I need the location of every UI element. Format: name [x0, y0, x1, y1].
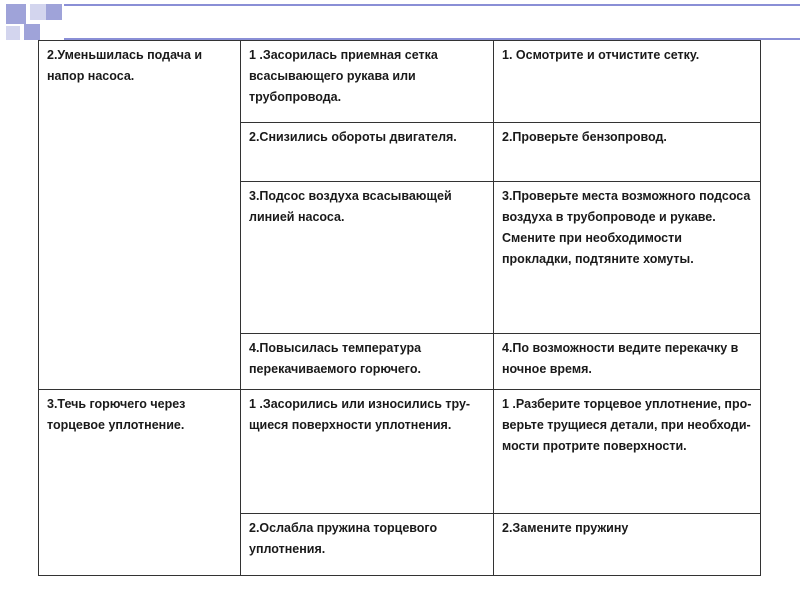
fix-text: 1. Осмотрите и отчистите сетку.	[502, 48, 700, 62]
decor-square	[24, 24, 40, 40]
cause-cell	[39, 390, 241, 576]
decor-square	[6, 26, 20, 40]
decor-square	[30, 4, 46, 20]
slide-decoration	[0, 0, 800, 40]
fix-text: 2.Замените пружину	[502, 521, 629, 535]
reason-cell	[241, 514, 494, 576]
cause-cell	[39, 41, 241, 390]
reason-cell	[241, 182, 494, 334]
reason-text: 1 .Засорилась приемная сетка всасывающего рукава или трубопровода.	[249, 48, 438, 104]
fix-text: 2.Проверьте бензопровод.	[502, 130, 667, 144]
fix-text: 1 .Разберите торцевое уплотнение, про-верьте трущиеся детали, при необходи-мости протрите поверхности.	[502, 397, 752, 453]
fix-cell	[494, 123, 761, 182]
reason-cell	[241, 123, 494, 182]
table-row	[39, 390, 761, 514]
decor-square	[6, 4, 26, 24]
cause-text: 2.Уменьшилась подача и напор насоса.	[47, 48, 203, 83]
fix-cell	[494, 390, 761, 514]
reason-cell	[241, 334, 494, 390]
decor-square	[46, 4, 62, 20]
reason-cell	[241, 41, 494, 123]
reason-text: 2.Снизились обороты двигателя.	[249, 130, 457, 144]
reason-text: 1 .Засорились или износились тру-щиеся поверхности уплотнения.	[249, 397, 471, 432]
cause-text: 3.Течь горючего через торцевое уплотнение.	[47, 397, 186, 432]
reason-text: 4.Повысилась температура перекачиваемого горючего.	[249, 341, 422, 376]
fix-cell	[494, 41, 761, 123]
troubleshooting-table	[38, 40, 761, 576]
decor-top-line	[64, 4, 800, 6]
fix-text: 3.Проверьте места возможного подсоса воздуха в трубопроводе и рукаве. Смените при необходимости прокладки, подтяните хомуты.	[502, 189, 751, 266]
fix-cell	[494, 514, 761, 576]
table-row	[39, 41, 761, 123]
reason-text: 2.Ослабла пружина торцевого уплотнения.	[249, 521, 438, 556]
fix-cell	[494, 182, 761, 334]
reason-cell	[241, 390, 494, 514]
fix-text: 4.По возможности ведите перекачку в ночное время.	[502, 341, 739, 376]
reason-text: 3.Подсос воздуха всасывающей линией насоса.	[249, 189, 452, 224]
fix-cell	[494, 334, 761, 390]
